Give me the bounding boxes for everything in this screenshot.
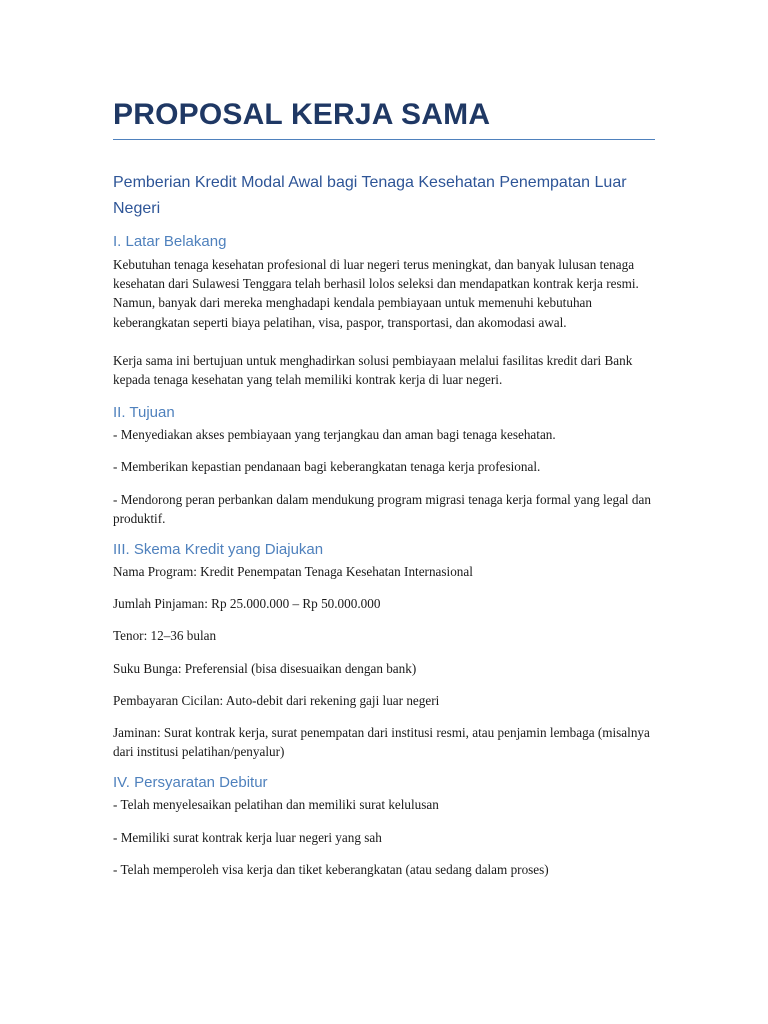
paragraph: Kebutuhan tenaga kesehatan profesional di luar negeri terus meningkat, dan banyak lulusan tenaga kesehatan dari Sulawesi Tenggara telah berhasil lolos seleksi dan mendapatkan kontrak kerja resmi. Namun, banyak dari mereka menghadapi kendala pembiayaan untuk memenuhi kebutuhan keberangkatan seperti biaya pelatihan, visa, paspor, transportasi, dan akomodasi awal. (113, 257, 639, 330)
title-divider (113, 139, 655, 140)
list-item: - Telah menyelesaikan pelatihan dan memiliki surat kelulusan (113, 797, 439, 813)
credit-scheme-item: Pembayaran Cicilan: Auto-debit dari rekening gaji luar negeri (113, 692, 440, 708)
list-item: - Memberikan kepastian pendanaan bagi keberangkatan tenaga kerja profesional. (113, 459, 541, 475)
credit-scheme-item: Suku Bunga: Preferensial (bisa disesuaikan dengan bank) (113, 660, 417, 676)
credit-scheme-item: Tenor: 12–36 bulan (113, 628, 217, 644)
credit-scheme-item: Nama Program: Kredit Penempatan Tenaga Kesehatan Internasional (113, 564, 473, 580)
section-heading-skema-kredit: III. Skema Kredit yang Diajukan (113, 541, 324, 559)
section-heading-tujuan: II. Tujuan (113, 404, 175, 422)
section-heading-latar-belakang: I. Latar Belakang (113, 233, 227, 250)
document-body (113, 95, 658, 879)
list-item: - Mendorong peran perbankan dalam mendukung program migrasi tenaga kerja formal yang legal dan produktif. (113, 491, 651, 526)
list-item: - Telah memperoleh visa kerja dan tiket keberangkatan (atau sedang dalam proses) (113, 861, 549, 877)
credit-scheme-item: Jumlah Pinjaman: Rp 25.000.000 – Rp 50.000.000 (113, 596, 381, 612)
section-heading-persyaratan-debitur: IV. Persyaratan Debitur (113, 774, 268, 792)
document-title: PROPOSAL KERJA SAMA (113, 98, 491, 131)
list-item: - Menyediakan akses pembiayaan yang terjangkau dan aman bagi tenaga kesehatan. (113, 427, 556, 443)
list-item: - Memiliki surat kontrak kerja luar negeri yang sah (113, 829, 382, 845)
paragraph: Kerja sama ini bertujuan untuk menghadirkan solusi pembiayaan melalui fasilitas kredit dari Bank kepada tenaga kesehatan yang telah memiliki kontrak kerja di luar negeri. (113, 352, 633, 388)
credit-scheme-item: Jaminan: Surat kontrak kerja, surat penempatan dari institusi resmi, atau penjamin lembaga (misalnya dari institusi pelatihan/penyalur) (113, 725, 650, 760)
document-subtitle: Pemberian Kredit Modal Awal bagi Tenaga Kesehatan Penempatan Luar Negeri (113, 174, 627, 217)
